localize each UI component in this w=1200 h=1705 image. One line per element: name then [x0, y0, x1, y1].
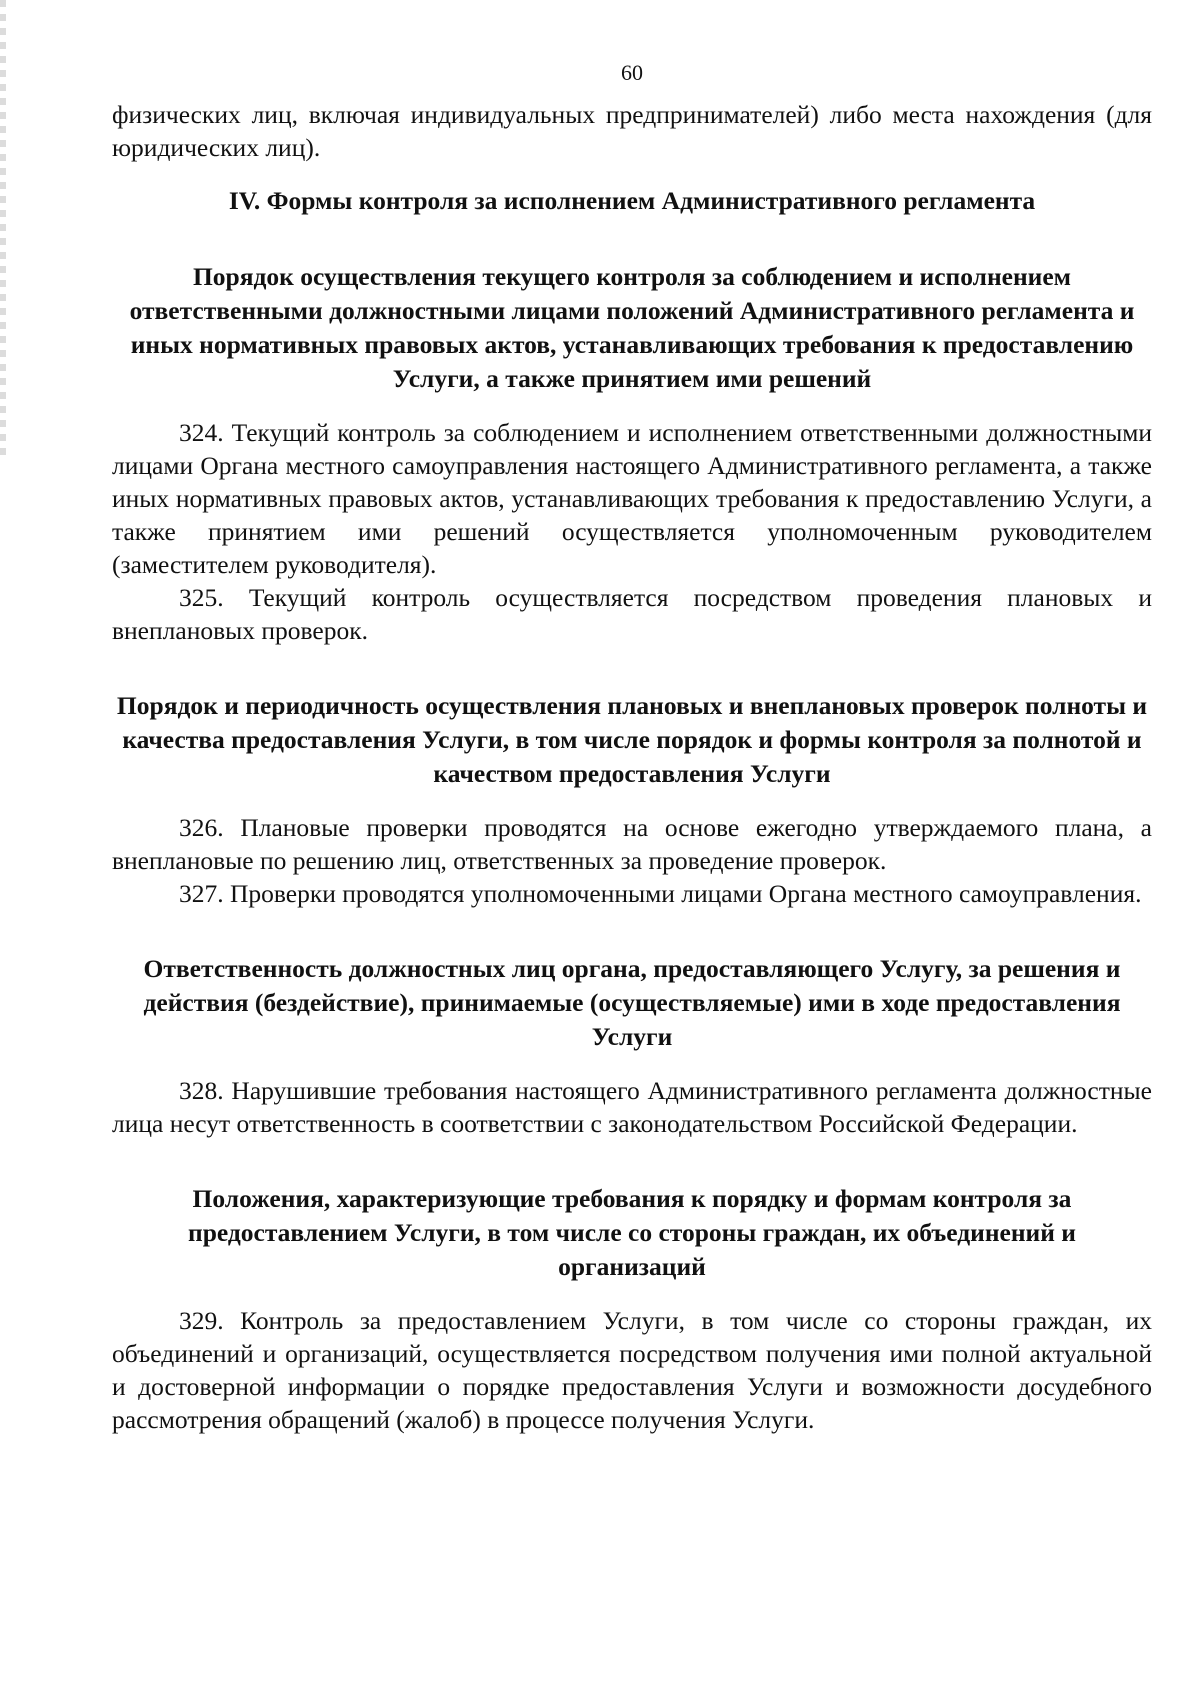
subsection-heading-current-control: Порядок осуществления текущего контроля за соблюдением и исполнением ответственными должностными лицами положений Административного регламента и иных нормативных правовых актов, устанавливающих требования к предоставлению Услуги, а также принятием ими решений [129, 262, 1135, 393]
paragraph-325: 325. Текущий контроль осуществляется посредством проведения плановых и внеплановых проверок. [112, 583, 1152, 645]
page-number: 60 [621, 60, 643, 85]
section-title: IV. Формы контроля за исполнением Административного регламента [228, 186, 1036, 215]
subsection-heading-inspections: Порядок и периодичность осуществления плановых и внеплановых проверок полноты и качества предоставления Услуги, в том числе порядок и формы контроля за полнотой и качеством предоставления Услуги [116, 691, 1148, 788]
subsection-heading-public-control: Положения, характеризующие требования к порядку и формам контроля за предоставлением Услуги, в том числе со стороны граждан, их объединений и организаций [188, 1184, 1076, 1281]
paragraph-327: 327. Проверки проводятся уполномоченными лицами Органа местного самоуправления. [179, 879, 1142, 908]
intro-paragraph: физических лиц, включая индивидуальных предпринимателей) либо места нахождения (для юридических лиц). [112, 100, 1152, 162]
paragraph-328: 328. Нарушившие требования настоящего Административного регламента должностные лица несут ответственность в соответствии с законодательством Российской Федерации. [112, 1076, 1152, 1138]
paragraph-324: 324. Текущий контроль за соблюдением и исполнением ответственными должностными лицами Органа местного самоуправления настоящего Административного регламента, а также иных нормативных правовых актов, устанавливающих требования к предоставлению Услуги, а также принятием ими решений осуществляется уполномоченным руководителем (заместителем руководителя). [112, 418, 1152, 579]
scan-edge-artifact [0, 0, 6, 460]
subsection-heading-responsibility: Ответственность должностных лиц органа, предоставляющего Услугу, за решения и действия (бездействие), принимаемые (осуществляемые) ими в ходе предоставления Услуги [143, 954, 1121, 1051]
paragraph-329: 329. Контроль за предоставлением Услуги, в том числе со стороны граждан, их объединений и организаций, осуществляется посредством получения ими полной актуальной и достоверной информации о порядке предоставления Услуги и возможности досудебного рассмотрения обращений (жалоб) в процессе получения Услуги. [112, 1306, 1152, 1434]
paragraph-326: 326. Плановые проверки проводятся на основе ежегодно утверждаемого плана, а внеплановые по решению лиц, ответственных за проведение проверок. [112, 813, 1152, 875]
document-page [112, 58, 1152, 1436]
